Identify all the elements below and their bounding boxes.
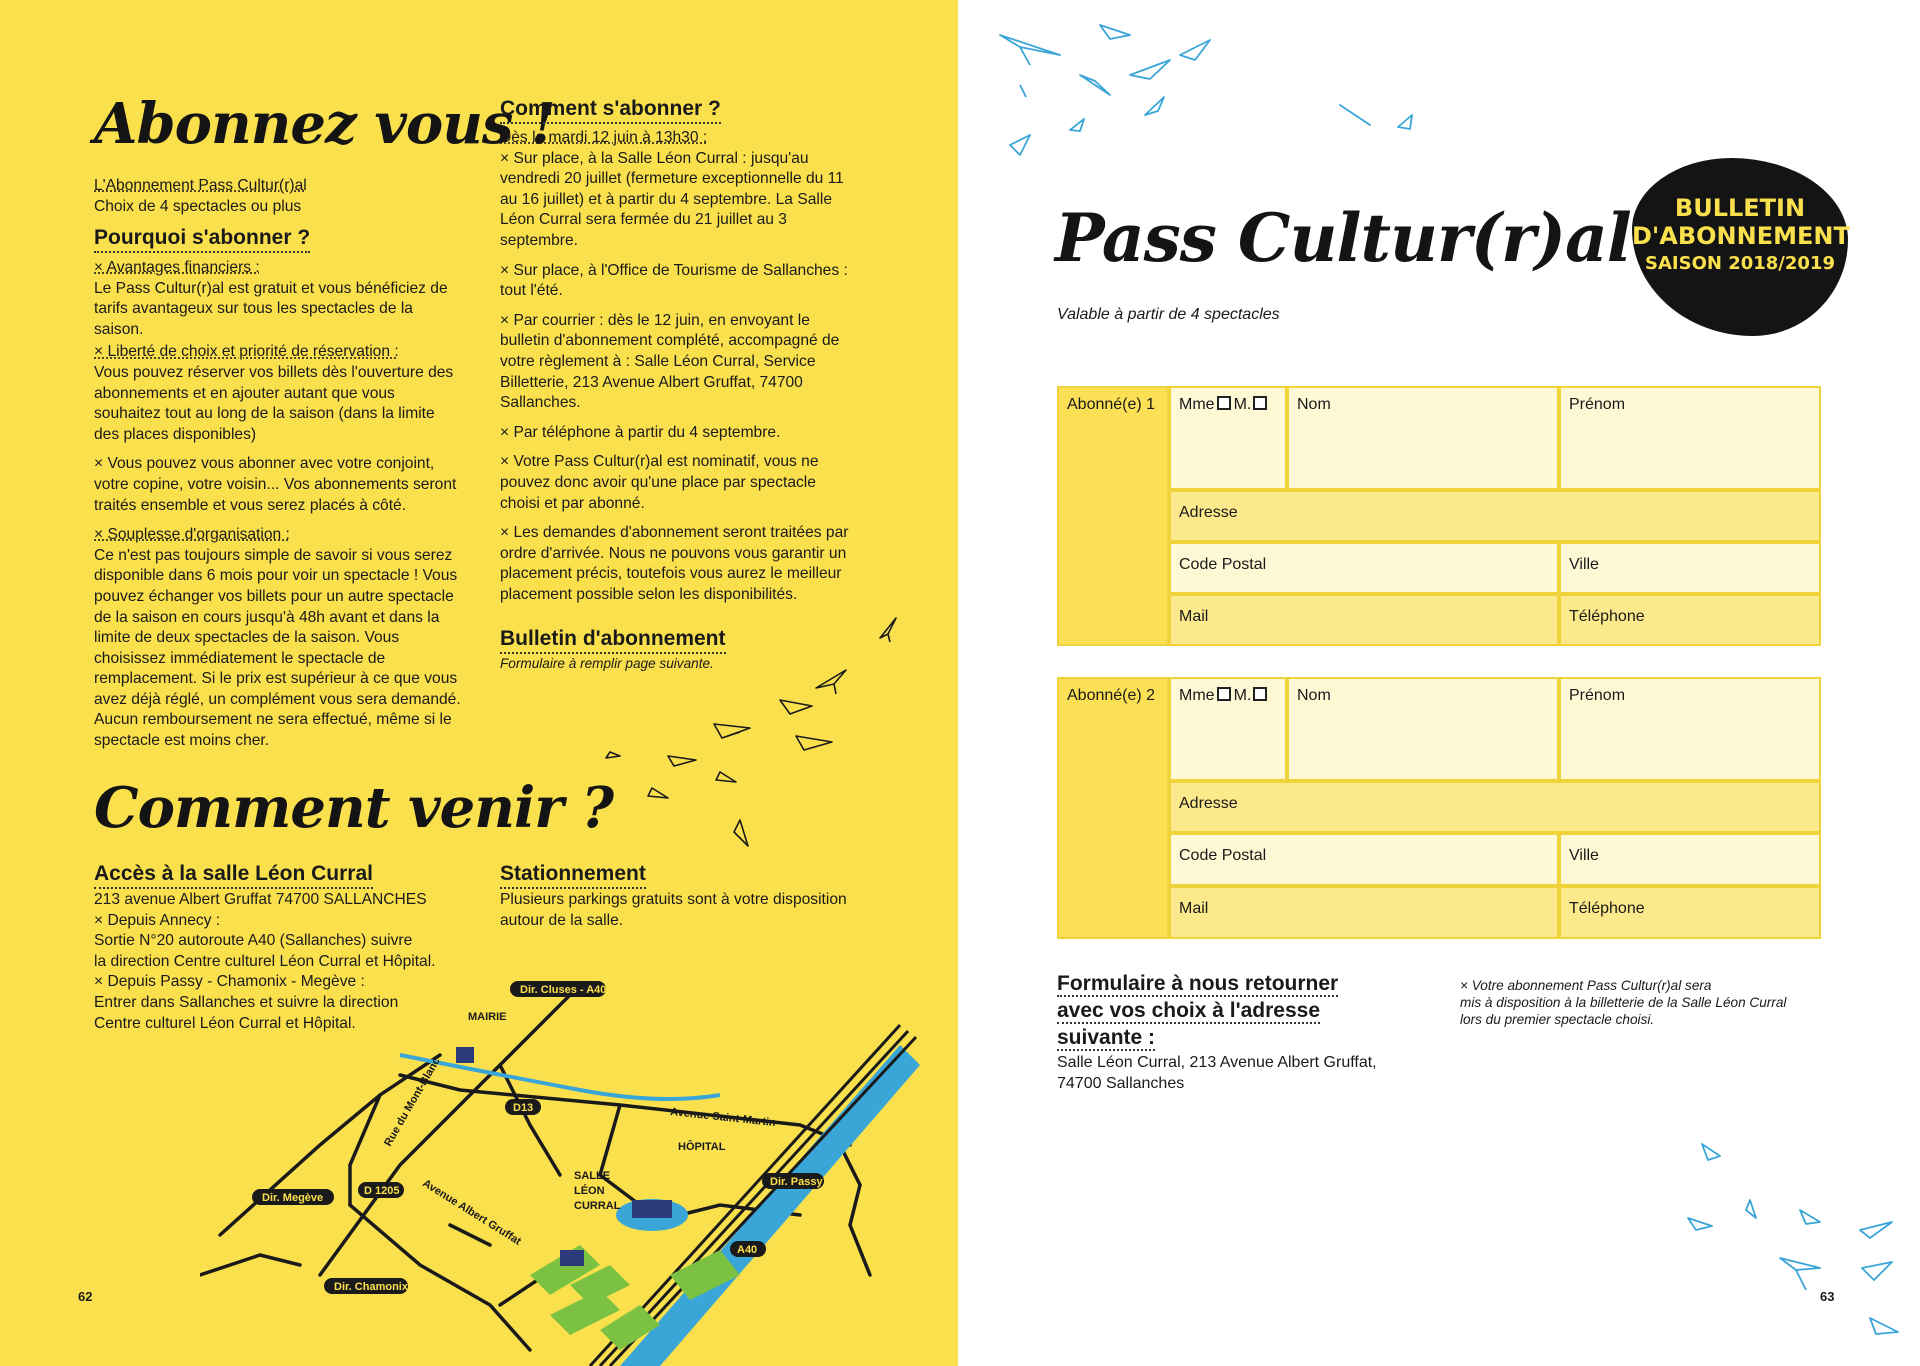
return-address-line-1: Salle Léon Curral, 213 Avenue Albert Gruffat,: [1057, 1054, 1377, 1071]
map-hopital: HÔPITAL: [678, 1141, 726, 1153]
mail-label: Mail: [1179, 900, 1209, 917]
m-label: M.: [1233, 396, 1252, 413]
bulletin-note: Formulaire à remplir page suivante.: [500, 656, 714, 671]
paper-planes-top: [980, 15, 1440, 175]
nom-label: Nom: [1297, 687, 1331, 704]
map-rue-mont-blanc: Rue du Mont-Blanc: [382, 1055, 443, 1149]
access-line: 213 avenue Albert Gruffat 74700 SALLANCHES: [94, 891, 427, 908]
mail-field[interactable]: [1169, 886, 1559, 939]
why-text-freedom: Vous pouvez réserver vos billets dès l'ouverture des abonnements et en ajouter autant que vous souhaitez tout au long de la saison (dans la limite des places disponibles): [94, 363, 454, 443]
map-salle-1: SALLE: [574, 1170, 611, 1182]
title-checkbox-cell[interactable]: [1169, 677, 1287, 781]
nom-label: Nom: [1297, 396, 1331, 413]
badge-line-3: SAISON 2018/2019: [1645, 253, 1835, 274]
title-subscribe: Abonnez vous !: [94, 91, 555, 157]
why-text-together: × Vous pouvez vous abonner avec votre conjoint, votre copine, votre voisin... Vos abonnements seront traités ensemble et vous serez placés à côté.: [94, 455, 457, 514]
how-item: × Par téléphone à partir du 4 septembre.: [500, 423, 781, 441]
ville-label: Ville: [1569, 847, 1599, 864]
how-item: × Sur place, à la Salle Léon Curral : jusqu'au vendredi 20 juillet (fermeture exceptionnelle du 11 au 16 juillet) et à partir du 4 septembre. La Salle Léon Curral sera fermée du 21 juillet au 3 septembre.: [500, 149, 844, 249]
title-directions: Comment venir ?: [94, 775, 614, 841]
access-map: [200, 975, 920, 1366]
nom-field[interactable]: [1287, 386, 1559, 490]
why-text-financial: Le Pass Cultur(r)al est gratuit et vous bénéficiez de tarifs avantageux sur tous les spectacles de la saison.: [94, 279, 448, 338]
prenom-field[interactable]: [1559, 677, 1821, 781]
prenom-label: Prénom: [1569, 396, 1626, 413]
page-number-right: 63: [1820, 1289, 1835, 1304]
note-line-1: × Votre abonnement Pass Cultur(r)al sera: [1460, 978, 1712, 993]
how-list: [500, 128, 860, 614]
access-line: la direction Centre culturel Léon Curral et Hôpital.: [94, 952, 436, 970]
return-address: [1057, 1053, 1417, 1094]
how-item: × Votre Pass Cultur(r)al est nominatif, vous ne pouvez donc avoir qu'une place par spectacle choisi et par abonné.: [500, 453, 819, 512]
return-heading-line-2: avec vos choix à l'adresse: [1057, 999, 1320, 1022]
map-dir-megeve: Dir. Megève: [262, 1192, 324, 1204]
mme-label: Mme: [1179, 687, 1215, 704]
map-d1205: D 1205: [364, 1185, 400, 1197]
how-item: × Les demandes d'abonnement seront traitées par ordre d'arrivée. Nous ne pouvons vous garantir un placement précis, toutefois vous aurez le meilleur placement possible selon les disponibilités.: [500, 524, 849, 603]
page-number-left: 62: [78, 1289, 93, 1304]
prenom-field[interactable]: [1559, 386, 1821, 490]
subscription-note: [1460, 977, 1840, 1028]
badge-text: [1632, 194, 1848, 278]
access-line: Sortie N°20 autoroute A40 (Sallanches) suivre: [94, 932, 413, 950]
code-postal-field[interactable]: [1169, 833, 1559, 886]
subscriber-label: Abonné(e) 2: [1067, 687, 1156, 704]
adresse-label: Adresse: [1179, 795, 1238, 812]
access-line: × Depuis Passy - Chamonix - Megève :: [94, 973, 365, 991]
mme-checkbox[interactable]: [1217, 396, 1231, 410]
adresse-label: Adresse: [1179, 504, 1238, 521]
telephone-field[interactable]: [1559, 886, 1821, 939]
map-d13: D13: [513, 1102, 534, 1114]
subscription-name: L'Abonnement Pass Cultur(r)al: [94, 177, 307, 194]
return-heading: [1057, 970, 1397, 1051]
subscriber-form-2: [1057, 677, 1821, 939]
title-checkbox-cell[interactable]: [1169, 386, 1287, 490]
map-av-albert-gruffat: Avenue Albert Gruffat: [420, 1177, 524, 1248]
access-line: × Depuis Annecy :: [94, 911, 221, 929]
why-list: [94, 258, 464, 752]
parking-text: Plusieurs parkings gratuits sont à votre disposition autour de la salle.: [500, 891, 847, 929]
paper-planes-illustration: [590, 610, 920, 860]
paper-planes-bottom: [1670, 1130, 1920, 1366]
access-heading: Accès à la salle Léon Curral: [94, 862, 373, 889]
map-dir-passy: Dir. Passy: [770, 1176, 823, 1188]
subscription-choice: Choix de 4 spectacles ou plus: [94, 197, 302, 215]
map-salle-2: LÉON: [574, 1185, 605, 1197]
adresse-field[interactable]: [1169, 781, 1821, 833]
telephone-label: Téléphone: [1569, 608, 1645, 625]
ville-field[interactable]: [1559, 542, 1821, 594]
code-postal-label: Code Postal: [1179, 847, 1267, 864]
note-line-3: lors du premier spectacle choisi.: [1460, 1012, 1655, 1027]
ville-field[interactable]: [1559, 833, 1821, 886]
access-line: Entrer dans Sallanches et suivre la direction: [94, 993, 399, 1011]
note-line-2: mis à disposition à la billetterie de la Salle Léon Curral: [1460, 995, 1787, 1010]
mail-label: Mail: [1179, 608, 1209, 625]
mail-field[interactable]: [1169, 594, 1559, 646]
why-label-freedom: × Liberté de choix et priorité de réservation :: [94, 343, 399, 361]
badge-line-2: D'ABONNEMENT: [1632, 222, 1850, 250]
access-line: Centre culturel Léon Curral et Hôpital.: [94, 1014, 356, 1032]
map-a40: A40: [737, 1244, 758, 1256]
m-checkbox[interactable]: [1253, 396, 1267, 410]
how-heading: Comment s'abonner ?: [500, 97, 721, 124]
nom-field[interactable]: [1287, 677, 1559, 781]
subscription-intro: [94, 176, 474, 217]
why-text-flexibility: Ce n'est pas toujours simple de savoir si vous serez disponible dans 6 mois pour voir un spectacle ! Vous pouvez échanger vos billets pour un autre spectacle de la saison en cours jusqu'à 48h avant et dans la limite de deux spectacles de la saison. Vous choisissez immédiatement le spectacle de remplacement. Si le prix est supérieur à ce que vous avez déjà réglé, un complément vous sera demandé. Aucun remboursement ne sera effectué, même si le spectacle est moins cher.: [94, 546, 461, 750]
map-dir-chamonix: Dir. Chamonix: [334, 1281, 408, 1293]
subscriber-label-cell: [1057, 677, 1169, 939]
map-dir-cluses: Dir. Cluses - A40: [520, 984, 607, 996]
telephone-field[interactable]: [1559, 594, 1821, 646]
return-address-line-2: 74700 Sallanches: [1057, 1074, 1185, 1092]
pass-title: Pass Cultur(r)al: [1055, 199, 1631, 277]
m-label: M.: [1233, 687, 1252, 704]
parking-heading: Stationnement: [500, 862, 646, 889]
code-postal-field[interactable]: [1169, 542, 1559, 594]
how-item: × Sur place, à l'Office de Tourisme de Sallanches : tout l'été.: [500, 261, 848, 300]
adresse-field[interactable]: [1169, 490, 1821, 542]
return-heading-line-1: Formulaire à nous retourner: [1057, 972, 1339, 995]
subscriber-form-1: [1057, 386, 1821, 646]
m-checkbox[interactable]: [1253, 687, 1267, 701]
how-item: × Par courrier : dès le 12 juin, en envoyant le bulletin d'abonnement complété, accompagné de votre règlement à : Salle Léon Curral, Service Billetterie, 213 Avenue Albert Gruffat, 74700 Sallanches.: [500, 311, 840, 412]
mme-label: Mme: [1179, 396, 1215, 413]
how-date: Dès le mardi 12 juin à 13h30 :: [500, 129, 708, 146]
map-mairie: MAIRIE: [468, 1011, 507, 1023]
prenom-label: Prénom: [1569, 687, 1626, 704]
map-salle-3: CURRAL: [574, 1200, 621, 1212]
map-av-saint-martin: Avenue Saint-Martin: [669, 1106, 777, 1130]
ville-label: Ville: [1569, 556, 1599, 573]
bulletin-heading: Bulletin d'abonnement: [500, 627, 726, 654]
code-postal-label: Code Postal: [1179, 556, 1267, 573]
mme-checkbox[interactable]: [1217, 687, 1231, 701]
why-label-flexibility: × Souplesse d'organisation :: [94, 526, 290, 544]
why-label-financial: × Avantages financiers :: [94, 259, 260, 276]
badge-line-1: BULLETIN: [1674, 194, 1806, 222]
subscriber-label: Abonné(e) 1: [1067, 396, 1156, 413]
return-heading-line-3: suivante :: [1057, 1026, 1156, 1049]
telephone-label: Téléphone: [1569, 900, 1645, 917]
why-heading: Pourquoi s'abonner ?: [94, 226, 310, 253]
pass-subtitle: Valable à partir de 4 spectacles: [1057, 306, 1280, 323]
subscriber-label-cell: [1057, 386, 1169, 646]
